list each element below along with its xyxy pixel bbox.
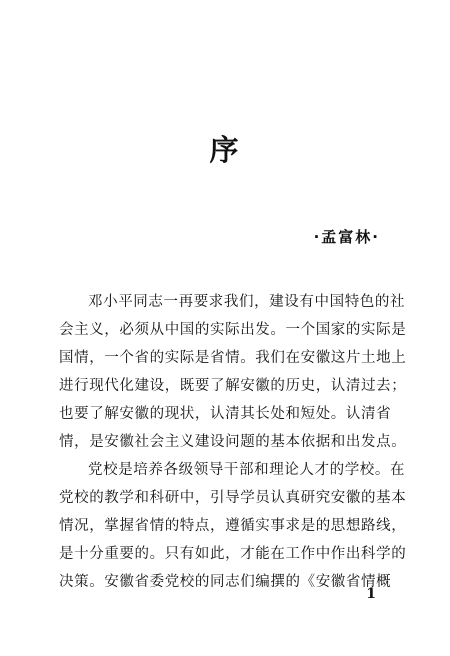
paragraph-1-line-4: 进行现代化建设，既要了解安徽的历史，认清过去；	[59, 378, 407, 394]
paragraph-1-line-3: 国情，一个省的实际是省情。我们在安徽这片土地上	[59, 350, 407, 366]
page-title: 序	[209, 133, 241, 167]
body-text	[59, 288, 407, 596]
paragraph-1-line-6: 情，是安徽社会主义建设问题的基本依据和出发点。	[59, 434, 407, 450]
author-name: ·孟富林·	[313, 228, 380, 246]
paragraph-2-line-1: 党校是培养各级领导干部和理论人才的学校。在	[88, 462, 406, 478]
paragraph-1-line-2: 会主义，必须从中国的实际出发。一个国家的实际是	[59, 322, 407, 338]
page-number: 1	[366, 586, 376, 602]
paragraph-1-line-5: 也要了解安徽的现状，认清其长处和短处。认清省	[59, 406, 392, 422]
paragraph-2-line-4: 是十分重要的。只有如此，才能在工作中作出科学的	[59, 546, 407, 562]
paragraph-2-line-2: 党校的教学和科研中，引导学员认真研究安徽的基本	[59, 490, 407, 506]
paragraph-1-line-1: 邓小平同志一再要求我们，建设有中国特色的社	[88, 294, 406, 310]
paragraph-2-line-5: 决策。安徽省委党校的同志们编撰的《安徽省情概	[59, 574, 392, 590]
paragraph-2-line-3: 情况，掌握省情的特点，遵循实事求是的思想路线，	[59, 518, 407, 534]
